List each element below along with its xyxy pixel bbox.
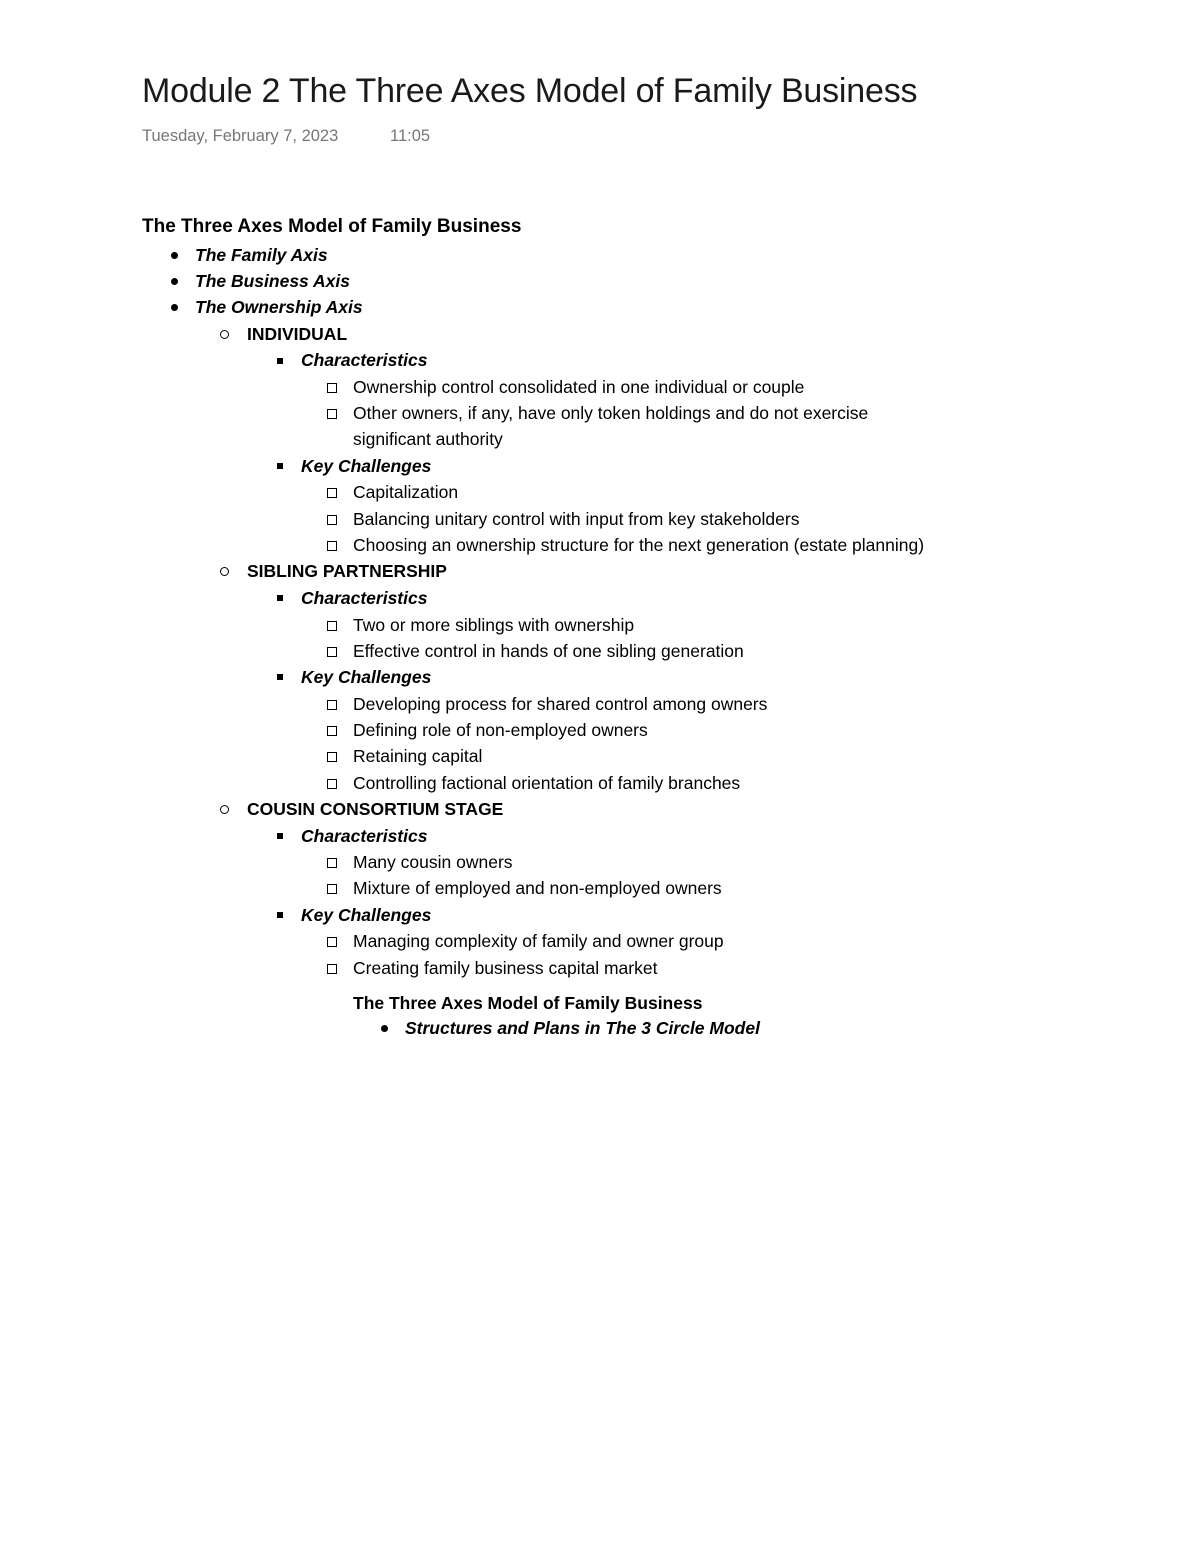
bullet-circle-icon [220, 567, 229, 576]
bullet-square-icon [277, 463, 283, 469]
challenge-item: Capitalization [353, 482, 459, 502]
bullet-box-icon [327, 937, 337, 947]
challenge-item: Developing process for shared control among owners [353, 694, 768, 714]
challenges-label: Key Challenges [301, 905, 432, 925]
bullet-box-icon [327, 383, 337, 393]
sub-item: Structures and Plans in The 3 Circle Model [405, 1018, 760, 1038]
challenge-item: Creating family business capital market [353, 958, 658, 978]
characteristic-item: Other owners, if any, have only token holdings and do not exercise [353, 403, 869, 423]
bullet-box-icon [327, 752, 337, 762]
challenges-label: Key Challenges [301, 667, 432, 687]
bullet-disc-icon [171, 252, 178, 259]
page-time: 11:05 [390, 127, 431, 145]
bullet-disc-icon [381, 1025, 388, 1032]
characteristic-item: Many cousin owners [353, 852, 513, 872]
axis-item: The Family Axis [195, 245, 328, 265]
outline-heading: The Three Axes Model of Family Business [142, 216, 522, 237]
page-title: Module 2 The Three Axes Model of Family Business [142, 72, 918, 110]
bullet-box-icon [327, 647, 337, 657]
bullet-box-icon [327, 488, 337, 498]
bullet-square-icon [277, 912, 283, 918]
challenge-item: Managing complexity of family and owner group [353, 931, 724, 951]
challenge-item: Controlling factional orientation of family branches [353, 773, 741, 793]
stage-name: SIBLING PARTNERSHIP [247, 561, 447, 581]
bullet-box-icon [327, 884, 337, 894]
axis-item: The Ownership Axis [195, 297, 363, 317]
sub-heading: The Three Axes Model of Family Business [353, 993, 703, 1013]
stage-name: COUSIN CONSORTIUM STAGE [247, 799, 504, 819]
bullet-disc-icon [171, 278, 178, 285]
characteristic-item-continued: significant authority [353, 429, 503, 449]
challenge-item: Retaining capital [353, 746, 483, 766]
challenge-item: Balancing unitary control with input from key stakeholders [353, 509, 800, 529]
bullet-square-icon [277, 674, 283, 680]
bullet-circle-icon [220, 330, 229, 339]
bullet-box-icon [327, 621, 337, 631]
characteristic-item: Two or more siblings with ownership [353, 615, 635, 635]
bullet-box-icon [327, 515, 337, 525]
bullet-box-icon [327, 726, 337, 736]
characteristics-label: Characteristics [301, 826, 428, 846]
bullet-square-icon [277, 358, 283, 364]
challenges-label: Key Challenges [301, 456, 432, 476]
bullet-box-icon [327, 409, 337, 419]
bullet-square-icon [277, 595, 283, 601]
bullet-box-icon [327, 541, 337, 551]
page-date: Tuesday, February 7, 2023 [142, 127, 339, 145]
bullet-box-icon [327, 964, 337, 974]
characteristics-label: Characteristics [301, 350, 428, 370]
challenge-item: Choosing an ownership structure for the next generation (estate planning) [353, 535, 925, 555]
bullet-box-icon [327, 700, 337, 710]
bullet-circle-icon [220, 805, 229, 814]
bullet-box-icon [327, 858, 337, 868]
stage-name: INDIVIDUAL [247, 324, 348, 344]
characteristic-item: Effective control in hands of one sibling generation [353, 641, 744, 661]
characteristics-label: Characteristics [301, 588, 428, 608]
characteristic-item: Mixture of employed and non-employed owners [353, 878, 722, 898]
challenge-item: Defining role of non-employed owners [353, 720, 648, 740]
axis-item: The Business Axis [195, 271, 350, 291]
bullet-square-icon [277, 833, 283, 839]
characteristic-item: Ownership control consolidated in one individual or couple [353, 377, 805, 397]
bullet-box-icon [327, 779, 337, 789]
bullet-disc-icon [171, 304, 178, 311]
